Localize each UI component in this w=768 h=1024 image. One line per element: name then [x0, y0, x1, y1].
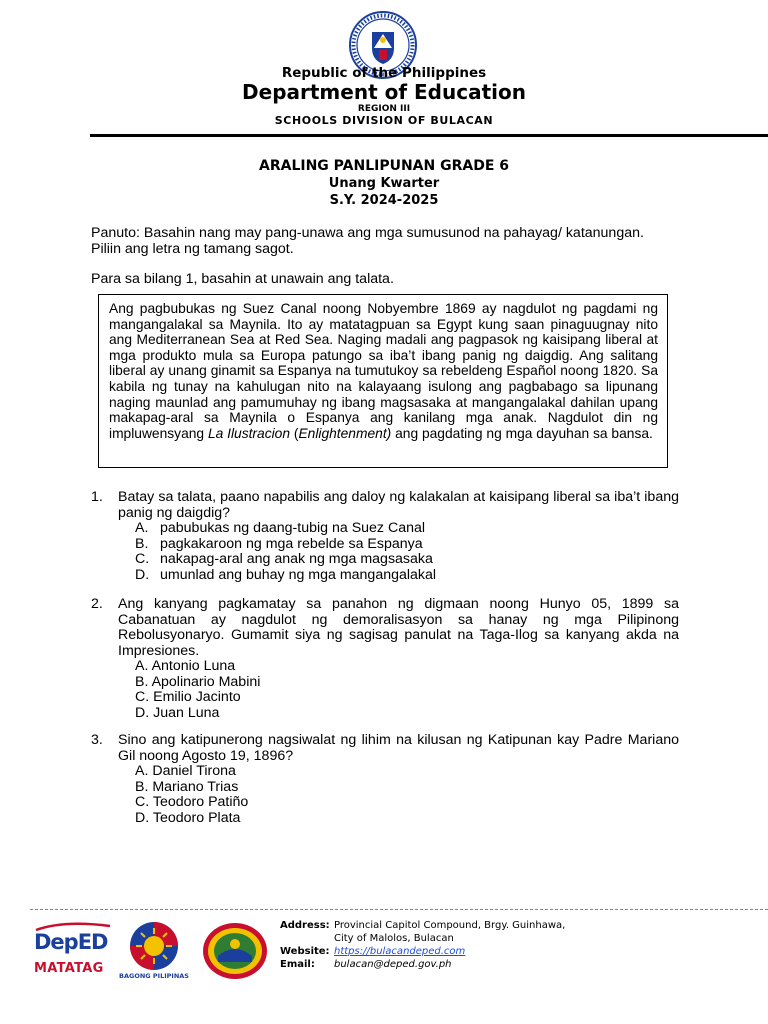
choice-b[interactable]: B. Mariano Trias — [135, 778, 239, 795]
quarter-title: Unang Kwarter — [328, 176, 440, 191]
website-link[interactable]: https://bulacandeped.com — [334, 946, 466, 957]
footer-divider — [30, 909, 768, 910]
division-seal-icon — [202, 922, 268, 980]
passage-italic-1: La Ilustracion — [207, 425, 291, 441]
question-1 — [91, 490, 679, 583]
email-label: Email: — [280, 959, 315, 970]
division-heading: SCHOOLS DIVISION OF BULACAN — [274, 114, 494, 127]
instructions-line-2: Piliin ang letra ng tamang sagot. — [91, 241, 294, 257]
instructions-line-1: Panuto: Basahin nang may pang-unawa ang mga sumusunod na pahayag/ katanungan. — [91, 225, 644, 241]
passage-note: Para sa bilang 1, basahin at unawain ang talata. — [91, 271, 394, 287]
question-number: 1. — [91, 489, 103, 505]
passage-italic-2: Enlightenment) — [298, 425, 392, 441]
address-line-2: City of Malolos, Bulacan — [334, 933, 454, 944]
choice-d[interactable]: D. umunlad ang buhay ng mga mangangalakal — [135, 566, 437, 583]
passage-box — [98, 294, 668, 468]
choice-c[interactable]: C. Emilio Jacinto — [135, 689, 241, 705]
republic-heading: Republic of the Philippines — [281, 65, 487, 81]
choice-d[interactable]: D. Teodoro Plata — [135, 809, 241, 826]
choice-a[interactable]: A. Daniel Tirona — [135, 763, 236, 779]
question-number: 2. — [91, 596, 103, 612]
choice-c[interactable]: C. Teodoro Patiño — [135, 794, 249, 810]
passage-text — [109, 301, 658, 441]
choice-b[interactable]: B. pagkakaroon ng mga rebelde sa Espanya — [135, 535, 423, 552]
passage-end: ang pagdating ng mga dayuhan sa bansa. — [391, 425, 653, 441]
header-divider — [90, 134, 768, 137]
choice-b[interactable]: B. Apolinario Mabini — [135, 673, 261, 690]
question-stem: Sino ang katipunerong nagsiwalat ng lihim na kilusan ng Katipunan kay Padre Mariano Gil noong Agosto 19, 1896? — [118, 732, 679, 764]
region-heading: REGION III — [357, 104, 411, 114]
subject-title: ARALING PANLIPUNAN GRADE 6 — [259, 158, 509, 174]
bagong-pilipinas-icon — [124, 920, 184, 972]
email-value: bulacan@deped.gov.ph — [334, 959, 452, 970]
question-number: 3. — [91, 732, 103, 748]
question-3 — [91, 733, 679, 826]
bagong-pilipinas-label: BAGONG PILIPINAS — [119, 972, 189, 980]
choice-a[interactable]: A. Antonio Luna — [135, 658, 236, 674]
school-year-title: S.Y. 2024-2025 — [329, 193, 439, 208]
address-line-1: Provincial Capitol Compound, Brgy. Guinhawa, — [334, 920, 566, 931]
choice-c[interactable]: C. nakapag-aral ang anak ng mga magsasaka — [135, 551, 433, 567]
choice-a[interactable]: A. pabubukas ng daang-tubig na Suez Canal — [135, 520, 426, 536]
department-heading: Department of Education — [242, 80, 526, 104]
deped-logo: DepED — [34, 930, 108, 954]
instructions — [91, 225, 691, 257]
address-label: Address: — [280, 920, 330, 931]
matatag-logo: MATATAG — [34, 961, 104, 976]
question-stem: Batay sa talata, paano napabilis ang daloy ng kalakalan at kaisipang liberal sa iba’t ibang panig ng daigdig? — [118, 489, 679, 521]
choice-d[interactable]: D. Juan Luna — [135, 704, 220, 721]
passage-main: Ang pagbubukas ng Suez Canal noong Nobyembre 1869 ay nagdulot ng pagdami ng mangangalakal sa Maynila. Ito ay matatagpuan sa Egypt kung saan pinaguugnay nito ang Mediterranean Sea at Red Sea. Naging madali ang pagpasok ng kaisipang liberal at mga produkto mula sa Europa patungo sa iba’t ibang panig ng daigdig. Ang salitang liberal ay unang ginamit sa Espanya na tumutukoy sa rebeldeng Español noong 1820. Sa kabila ng tunay na kahulugan nito na kalayaang isulong ang pagbabago sa lipunang naging maunlad ang pamumuhay ng ibang magsasaka at mangangalakal dahilan upang makapag-aral sa Maynila o Espanya ang kanilang mga anak. Nagdulot din ng impluwensyang — [109, 301, 658, 441]
question-stem: Ang kanyang pagkamatay sa panahon ng digmaan noong Hunyo 05, 1899 sa Cabanatuan ay nagdulot ng demoralisasyon sa hanay ng mga Pilipinong Rebolusyonaryo. Gumamit siya ng sagisag panulat na Taga-Ilog sa kanyang akda na Impresiones. — [118, 596, 679, 659]
passage-mid: ( — [290, 425, 299, 441]
question-2 — [91, 597, 679, 721]
website-label: Website: — [280, 946, 330, 957]
